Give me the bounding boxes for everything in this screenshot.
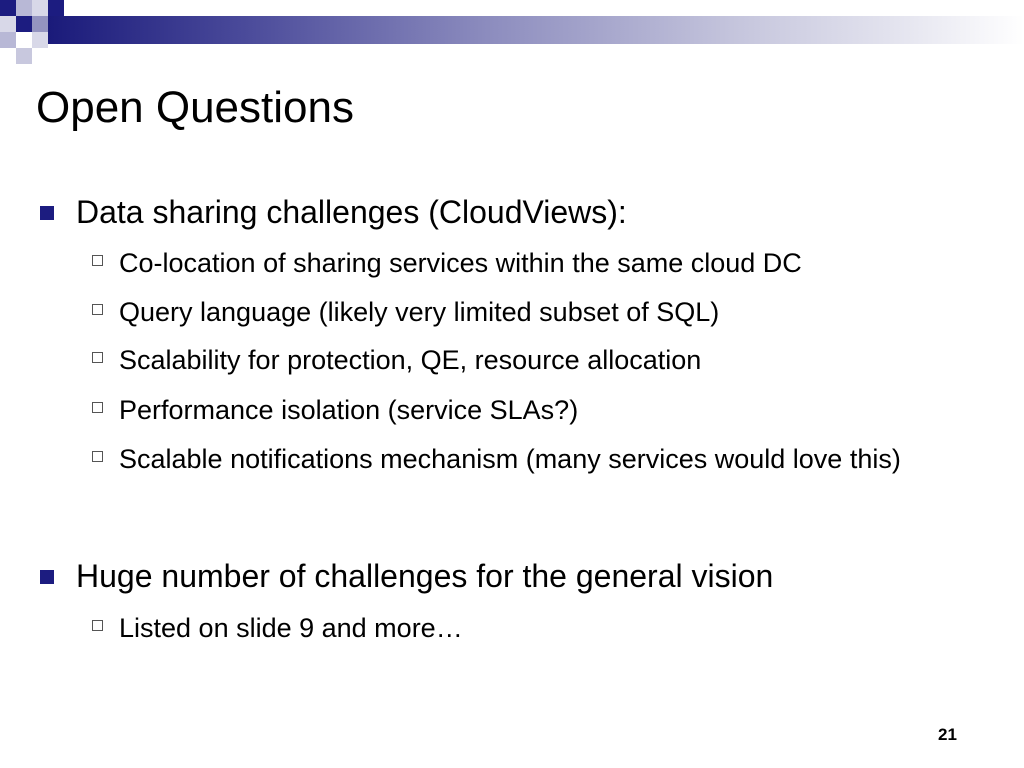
sub-bullet-text: Performance isolation (service SLAs?): [119, 395, 579, 425]
square-bullet-icon: [40, 570, 54, 584]
hollow-square-bullet-icon: [92, 402, 103, 413]
decor-square: [0, 32, 16, 48]
bullet-text: Data sharing challenges (CloudViews):: [76, 194, 627, 230]
hollow-square-bullet-icon: [92, 451, 103, 462]
sub-bullet-text: Query language (likely very limited subset of SQL): [119, 297, 720, 327]
hollow-square-bullet-icon: [92, 255, 103, 266]
square-bullet-icon: [40, 206, 54, 220]
decor-square: [16, 16, 32, 32]
hollow-square-bullet-icon: [92, 304, 103, 315]
slide-title: Open Questions: [36, 83, 354, 132]
sub-bullet-text: Listed on slide 9 and more…: [119, 613, 463, 643]
decor-square: [32, 0, 48, 16]
sub-bullet-text: Scalable notifications mechanism (many services would love this): [119, 444, 901, 474]
decor-square: [0, 16, 16, 32]
hollow-square-bullet-icon: [92, 620, 103, 631]
sub-bullet-text: Co-location of sharing services within the same cloud DC: [119, 248, 802, 278]
decor-square: [32, 32, 48, 48]
page-number: 21: [938, 725, 957, 744]
decor-square: [32, 16, 48, 32]
bullet-text: Huge number of challenges for the general vision: [76, 558, 774, 594]
sub-bullet-text: Scalability for protection, QE, resource allocation: [119, 345, 702, 375]
hollow-square-bullet-icon: [92, 352, 103, 363]
header-gradient-band: [48, 16, 1024, 44]
decor-square: [0, 0, 16, 16]
decor-square: [48, 0, 64, 16]
decor-square: [16, 48, 32, 64]
decor-square: [16, 0, 32, 16]
